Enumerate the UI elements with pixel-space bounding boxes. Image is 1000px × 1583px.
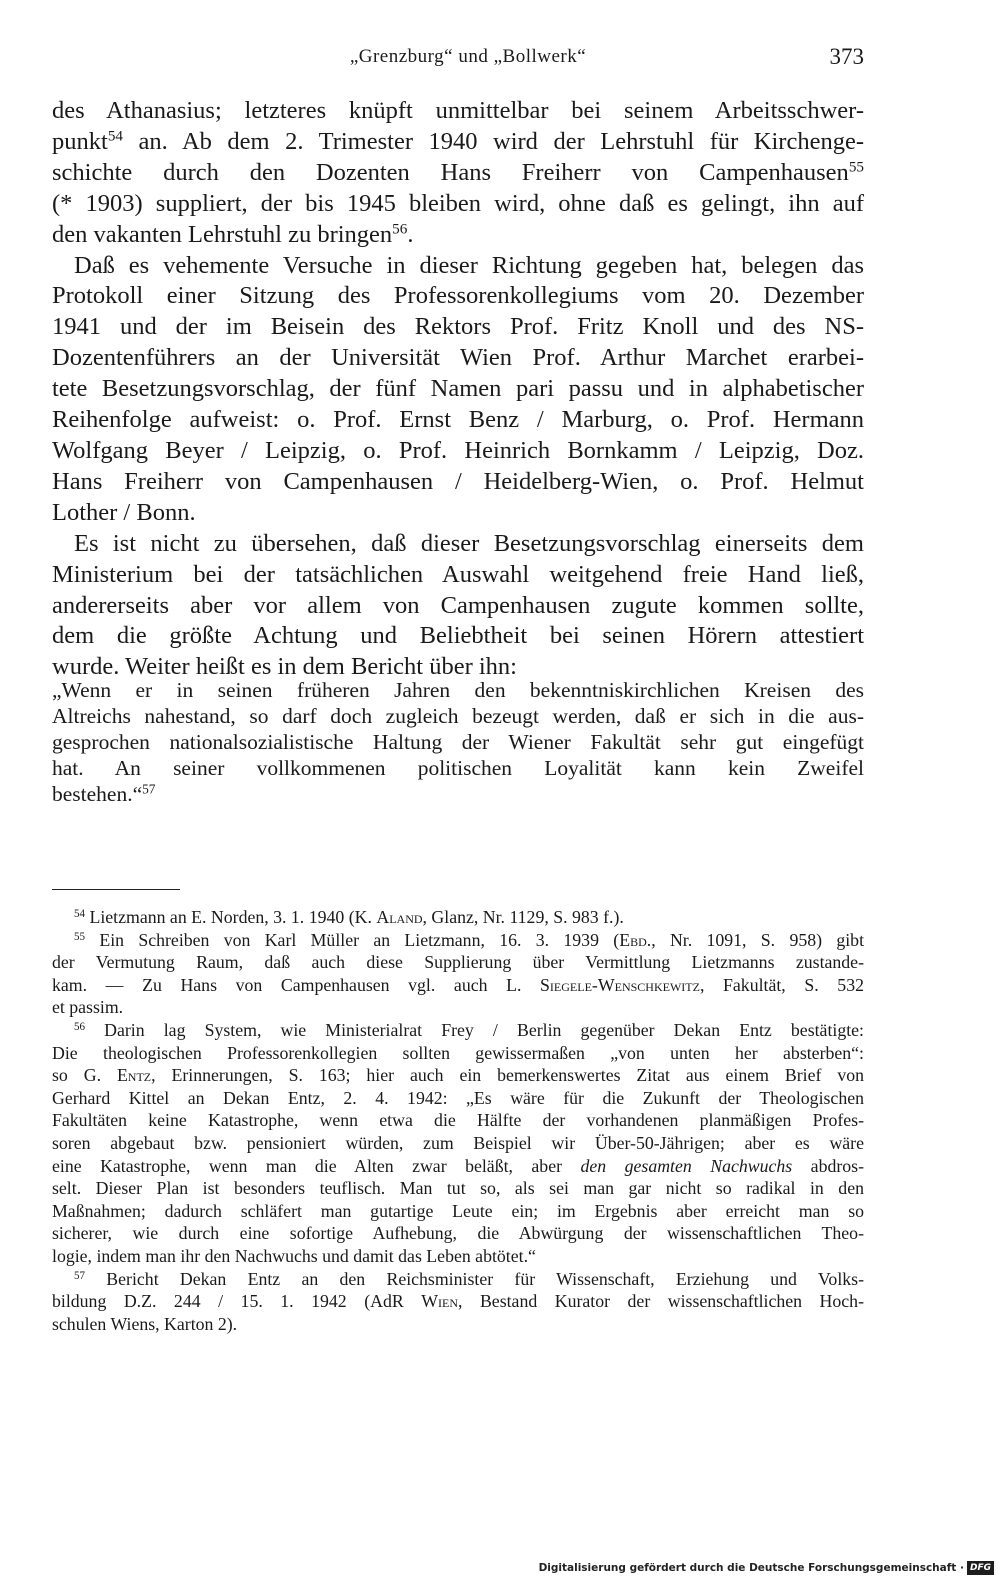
footnote-line: $^{57}$ Bericht Dekan Entz an den Reichsminister für Wissenschaft, Erziehung und Volks-	[74, 1268, 864, 1289]
text-line: Lother / Bonn.	[52, 498, 196, 526]
footnote-line: logie, indem man ihr den Nachwuchs und damit das Leben abtötet.“	[52, 1245, 536, 1266]
page-number: 373	[829, 44, 864, 69]
footnote-56	[52, 1019, 864, 1268]
quote-line: hat. An seiner vollkommenen politischen Loyalität kann kein Zweifel	[52, 756, 864, 780]
quote-line: Altreichs nahestand, so darf doch zugleich bezeugt werden, daß er sich in die aus-	[52, 704, 864, 728]
text-line: Hans Freiherr von Campenhausen / Heidelberg-Wien, o. Prof. Helmut	[52, 467, 864, 495]
footnote-number: 56	[74, 1020, 86, 1033]
footnote-line: so G. Entz, Erinnerungen, S. 163; hier auch ein bemerkenswertes Zitat aus einem Brief von	[52, 1065, 864, 1086]
footnote-line: $^{55}$ Ein Schreiben von Karl Müller an Lietzmann, 16. 3. 1939 (Ebd., Nr. 1091, S. 958) gibt	[74, 929, 865, 950]
footnote-line: der Vermutung Raum, daß auch diese Supplierung über Vermittlung Lietzmanns zustande-	[52, 952, 864, 973]
footnote-ref[interactable]: 57	[142, 781, 156, 797]
running-head: „Grenzburg“ und „Bollwerk“	[349, 46, 587, 67]
footnote-number: 54	[74, 907, 86, 920]
footnote-54	[52, 906, 864, 929]
footnote-number: 55	[74, 930, 86, 943]
text-line: Reihenfolge aufweist: o. Prof. Ernst Benz / Marburg, o. Prof. Hermann	[52, 406, 864, 434]
text-line: Ministerium bei der tatsächlichen Auswahl weitgehend freie Hand ließ,	[52, 560, 864, 588]
footnote-57	[52, 1268, 864, 1336]
paragraph	[52, 96, 864, 251]
footnote-ref[interactable]: 56	[392, 220, 408, 238]
text-line: tete Besetzungsvorschlag, der fünf Namen pari passu und in alphabetischer	[52, 375, 864, 403]
text-line: dem die größte Achtung und Beliebtheit bei seinen Hörern attestiert	[52, 622, 864, 650]
quote-line: „Wenn er in seinen früheren Jahren den bekenntniskirchlichen Kreisen des	[52, 678, 864, 702]
footnote-line: Die theologischen Professorenkollegien sollten gewissermaßen „von unten her absterben“:	[52, 1042, 864, 1063]
footnote-line: et passim.	[52, 997, 124, 1018]
footnote-line: selt. Dieser Plan ist besonders teuflisch. Man tut so, als sei man gar nicht so radikal in den	[52, 1178, 864, 1199]
paragraph	[52, 251, 864, 529]
footnote-line: Maßnahmen; dadurch schläfert man gutartige Leute ein; im Ergebnis aber erreicht man so	[52, 1200, 864, 1221]
footnote-line: Fakultäten keine Katastrophe, wenn etwa die Hälfte der vorhandenen planmäßigen Profes-	[52, 1110, 864, 1131]
main-text	[52, 96, 864, 683]
text-line: Wolfgang Beyer / Leipzig, o. Prof. Heinrich Bornkamm / Leipzig, Doz.	[52, 436, 864, 464]
text-line: Protokoll einer Sitzung des Professorenkollegiums vom 20. Dezember	[52, 282, 864, 310]
text-line: Daß es vehemente Versuche in dieser Richtung gegeben hat, belegen das	[74, 251, 864, 279]
footnote-separator	[52, 889, 180, 890]
text-line: Es ist nicht zu übersehen, daß dieser Besetzungsvorschlag einerseits dem	[74, 529, 864, 557]
quote-line: gesprochen nationalsozialistische Haltung der Wiener Fakultät sehr gut eingefügt	[52, 730, 864, 754]
footnote-line: sicherer, wie durch eine sofortige Aufhebung, die Abwürgung der wissenschaftlichen Theo-	[52, 1223, 864, 1244]
text-line: den vakanten Lehrstuhl zu bringen$^{56}$.	[52, 220, 414, 248]
digitization-footer	[539, 1557, 994, 1579]
footnotes	[52, 906, 864, 1335]
block-quote	[52, 677, 864, 807]
footnote-ref[interactable]: 54	[107, 127, 123, 145]
text-line: punkt$^{54}$ an. Ab dem 2. Trimester 1940 wird der Lehrstuhl für Kirchenge-	[52, 127, 864, 155]
paragraph	[52, 529, 864, 684]
footnote-line: soren abgebaut bzw. pensioniert würden, zum Beispiel wir Über-50-Jährigen; aber es wäre	[52, 1132, 864, 1153]
text-line: des Athanasius; letzteres knüpft unmittelbar bei seinem Arbeitsschwer-	[52, 97, 864, 124]
text-line: andererseits aber vor allem von Campenhausen zugute kommen sollte,	[52, 591, 864, 619]
funding-notice: Digitalisierung gefördert durch die Deutsche Forschungsgemeinschaft ·	[538, 1562, 964, 1574]
footnote-number: 57	[74, 1269, 86, 1282]
quote-line: bestehen.“$^{57}$	[52, 781, 156, 806]
page-header	[52, 46, 864, 76]
footnote-line: schulen Wiens, Karton 2).	[52, 1313, 238, 1334]
footnote-line: eine Katastrophe, wenn man die Alten zwar beläßt, aber den gesamten Nachwuchs abdros-	[52, 1155, 864, 1176]
footnote-55	[52, 929, 864, 1019]
footnote-line: $^{56}$ Darin lag System, wie Ministerialrat Frey / Berlin gegenüber Dekan Entz bestätigte:	[74, 1019, 864, 1040]
footnote-line: kam. — Zu Hans von Campenhausen vgl. auch L. Siegele-Wenschkewitz, Fakultät, S. 532	[52, 974, 864, 995]
text-line: wurde. Weiter heißt es in dem Bericht über ihn:	[52, 653, 517, 681]
footnote-line: $^{54}$ Lietzmann an E. Norden, 3. 1. 1940 (K. Aland, Glanz, Nr. 1129, S. 983 f.).	[74, 907, 624, 927]
footnote-ref[interactable]: 55	[848, 158, 864, 176]
text-line: schichte durch den Dozenten Hans Freiherr von Campenhausen$^{55}$	[52, 158, 864, 186]
text-line: Dozentenführers an der Universität Wien Prof. Arthur Marchet erarbei-	[52, 344, 864, 372]
footnote-line: bildung D.Z. 244 / 15. 1. 1942 (AdR Wien, Bestand Kurator der wissenschaftlichen Hoch-	[52, 1291, 864, 1312]
footnote-line: Gerhard Kittel an Dekan Entz, 2. 4. 1942: „Es wäre für die Zukunft der Theologischen	[52, 1087, 864, 1108]
text-line: 1941 und der im Beisein des Rektors Prof. Fritz Knoll und des NS-	[52, 313, 864, 341]
text-line: (* 1903) suppliert, der bis 1945 bleiben wird, ohne daß es gelingt, ihn auf	[52, 189, 864, 217]
dfg-logo: DFG	[967, 1561, 994, 1575]
